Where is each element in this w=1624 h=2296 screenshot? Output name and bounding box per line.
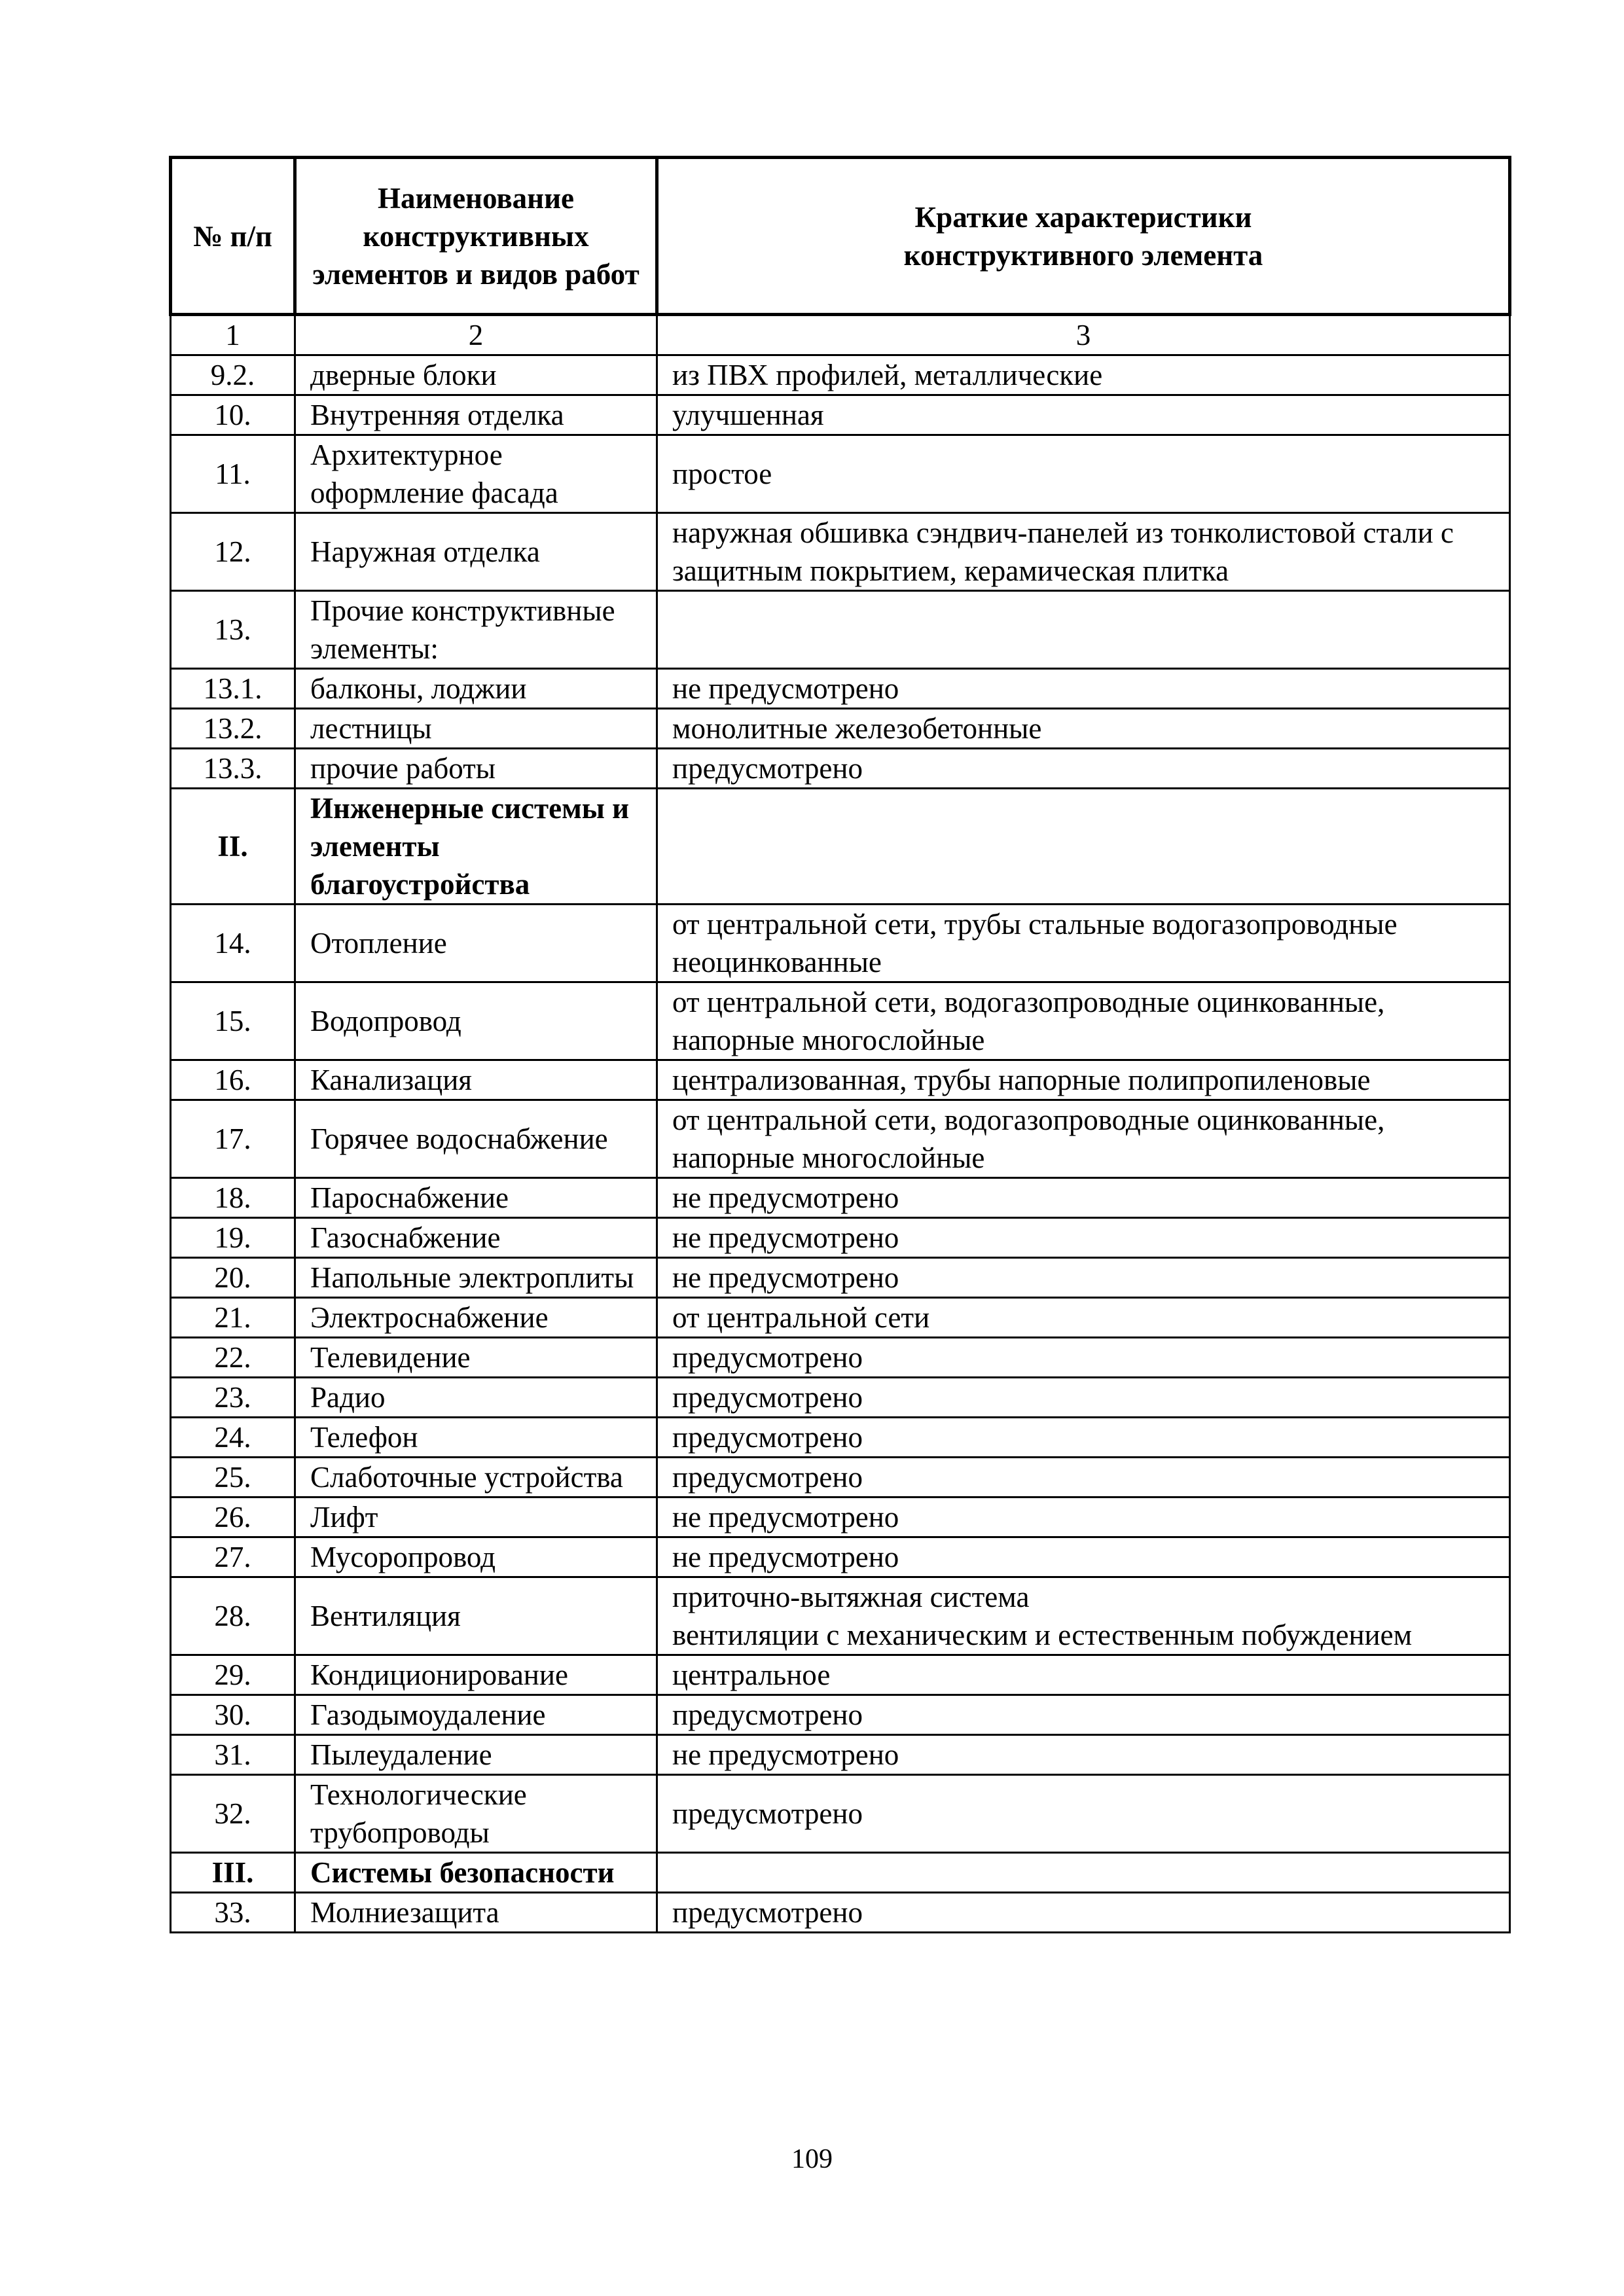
row-characteristics: предусмотрено (657, 1378, 1510, 1418)
row-characteristics: от центральной сети, водогазопроводные оцинкованные, напорные многослойные (657, 982, 1510, 1060)
table-row (171, 1498, 1510, 1537)
row-number: 22. (171, 1338, 295, 1378)
header-element-name: Наименование конструктивных элементов и видов работ (295, 158, 657, 315)
row-characteristics: предусмотрено (657, 1338, 1510, 1378)
row-number: 18. (171, 1178, 295, 1218)
row-number: 11. (171, 435, 295, 513)
page-number: 109 (791, 2144, 833, 2174)
table-row (171, 1458, 1510, 1498)
row-element-name: Внутренняя отделка (295, 395, 657, 435)
row-characteristics: не предусмотрено (657, 1498, 1510, 1537)
row-number: 9.2. (171, 355, 295, 395)
row-element-name: Кондиционирование (295, 1655, 657, 1695)
table-row (171, 1258, 1510, 1298)
row-element-name: Пароснабжение (295, 1178, 657, 1218)
row-element-name: Лифт (295, 1498, 657, 1537)
header-row (171, 158, 1510, 315)
column-index-row (171, 315, 1510, 355)
row-number: 12. (171, 513, 295, 591)
row-element-name: Архитектурное оформление фасада (295, 435, 657, 513)
row-characteristics: не предусмотрено (657, 669, 1510, 709)
row-characteristics: не предусмотрено (657, 1218, 1510, 1258)
row-characteristics (657, 1853, 1510, 1893)
row-characteristics: наружная обшивка сэндвич-панелей из тонколистовой стали с защитным покрытием, керамическая плитка (657, 513, 1510, 591)
table-row (171, 709, 1510, 749)
row-element-name: Системы безопасности (295, 1853, 657, 1893)
table-row (171, 513, 1510, 591)
table-row (171, 435, 1510, 513)
row-characteristics: не предусмотрено (657, 1258, 1510, 1298)
header-number: № п/п (171, 158, 295, 315)
row-characteristics: монолитные железобетонные (657, 709, 1510, 749)
row-characteristics: не предусмотрено (657, 1178, 1510, 1218)
row-element-name: Отопление (295, 905, 657, 982)
row-characteristics: централизованная, трубы напорные полипропиленовые (657, 1060, 1510, 1100)
row-characteristics: не предусмотрено (657, 1537, 1510, 1577)
row-element-name: Газоснабжение (295, 1218, 657, 1258)
header-characteristics: Краткие характеристики конструктивного элемента (657, 158, 1510, 315)
row-characteristics: предусмотрено (657, 1893, 1510, 1933)
table-row (171, 1418, 1510, 1458)
row-number: 13.3. (171, 749, 295, 789)
row-number: 31. (171, 1735, 295, 1775)
row-characteristics: предусмотрено (657, 1458, 1510, 1498)
row-element-name: Прочие конструктивные элементы: (295, 591, 657, 669)
row-element-name: Слаботочные устройства (295, 1458, 657, 1498)
row-characteristics: приточно-вытяжная система вентиляции с механическим и естественным побуждением (657, 1577, 1510, 1655)
row-number: 19. (171, 1218, 295, 1258)
row-number: 13. (171, 591, 295, 669)
row-element-name: прочие работы (295, 749, 657, 789)
table-row (171, 591, 1510, 669)
column-index-1: 1 (171, 315, 295, 355)
table-row (171, 1735, 1510, 1775)
row-number: 15. (171, 982, 295, 1060)
table-row (171, 1218, 1510, 1258)
row-element-name: Мусоропровод (295, 1537, 657, 1577)
table-row (171, 905, 1510, 982)
row-number: II. (171, 789, 295, 905)
table-row (171, 1853, 1510, 1893)
table-row (171, 749, 1510, 789)
row-element-name: Телефон (295, 1418, 657, 1458)
table-row (171, 982, 1510, 1060)
row-characteristics: не предусмотрено (657, 1735, 1510, 1775)
column-index-2: 2 (295, 315, 657, 355)
row-characteristics: от центральной сети, водогазопроводные оцинкованные, напорные многослойные (657, 1100, 1510, 1178)
row-number: 13.2. (171, 709, 295, 749)
table-row (171, 1537, 1510, 1577)
row-number: 16. (171, 1060, 295, 1100)
row-characteristics: предусмотрено (657, 1418, 1510, 1458)
row-characteristics: улучшенная (657, 395, 1510, 435)
row-element-name: Вентиляция (295, 1577, 657, 1655)
table-row (171, 1775, 1510, 1853)
row-element-name: Радио (295, 1378, 657, 1418)
row-element-name: Телевидение (295, 1338, 657, 1378)
row-element-name: балконы, лоджии (295, 669, 657, 709)
row-number: 20. (171, 1258, 295, 1298)
table-row (171, 1655, 1510, 1695)
row-number: 33. (171, 1893, 295, 1933)
row-characteristics: от центральной сети, трубы стальные водогазопроводные неоцинкованные (657, 905, 1510, 982)
row-number: 17. (171, 1100, 295, 1178)
row-number: 23. (171, 1378, 295, 1418)
row-element-name: Молниезащита (295, 1893, 657, 1933)
row-number: 27. (171, 1537, 295, 1577)
table-row (171, 355, 1510, 395)
row-number: 32. (171, 1775, 295, 1853)
table-row (171, 1100, 1510, 1178)
row-characteristics: центральное (657, 1655, 1510, 1695)
row-number: 10. (171, 395, 295, 435)
row-number: 24. (171, 1418, 295, 1458)
table-row (171, 1577, 1510, 1655)
column-index-3: 3 (657, 315, 1510, 355)
row-element-name: Канализация (295, 1060, 657, 1100)
table-row (171, 1298, 1510, 1338)
row-number: 14. (171, 905, 295, 982)
row-characteristics: предусмотрено (657, 749, 1510, 789)
table-row (171, 1060, 1510, 1100)
row-characteristics: предусмотрено (657, 1695, 1510, 1735)
row-number: 26. (171, 1498, 295, 1537)
row-element-name: Водопровод (295, 982, 657, 1060)
row-element-name: Газодымоудаление (295, 1695, 657, 1735)
row-number: 25. (171, 1458, 295, 1498)
row-element-name: Наружная отделка (295, 513, 657, 591)
table-row (171, 1695, 1510, 1735)
table-row (171, 1378, 1510, 1418)
row-characteristics: предусмотрено (657, 1775, 1510, 1853)
characteristics-table (169, 156, 1511, 1933)
row-number: 13.1. (171, 669, 295, 709)
row-element-name: Инженерные системы и элементы благоустройства (295, 789, 657, 905)
row-characteristics: простое (657, 435, 1510, 513)
row-element-name: Технологические трубопроводы (295, 1775, 657, 1853)
table-body (171, 315, 1510, 1933)
row-characteristics (657, 591, 1510, 669)
row-number: 28. (171, 1577, 295, 1655)
row-number: 21. (171, 1298, 295, 1338)
row-element-name: Электроснабжение (295, 1298, 657, 1338)
row-element-name: Пылеудаление (295, 1735, 657, 1775)
table-row (171, 669, 1510, 709)
table-row (171, 1338, 1510, 1378)
table-row (171, 1893, 1510, 1933)
table-row (171, 1178, 1510, 1218)
row-characteristics: из ПВХ профилей, металлические (657, 355, 1510, 395)
table-row (171, 789, 1510, 905)
table-row (171, 395, 1510, 435)
row-characteristics: от центральной сети (657, 1298, 1510, 1338)
row-element-name: Горячее водоснабжение (295, 1100, 657, 1178)
row-element-name: лестницы (295, 709, 657, 749)
row-number: III. (171, 1853, 295, 1893)
row-characteristics (657, 789, 1510, 905)
row-element-name: Напольные электроплиты (295, 1258, 657, 1298)
row-number: 30. (171, 1695, 295, 1735)
row-number: 29. (171, 1655, 295, 1695)
row-element-name: дверные блоки (295, 355, 657, 395)
